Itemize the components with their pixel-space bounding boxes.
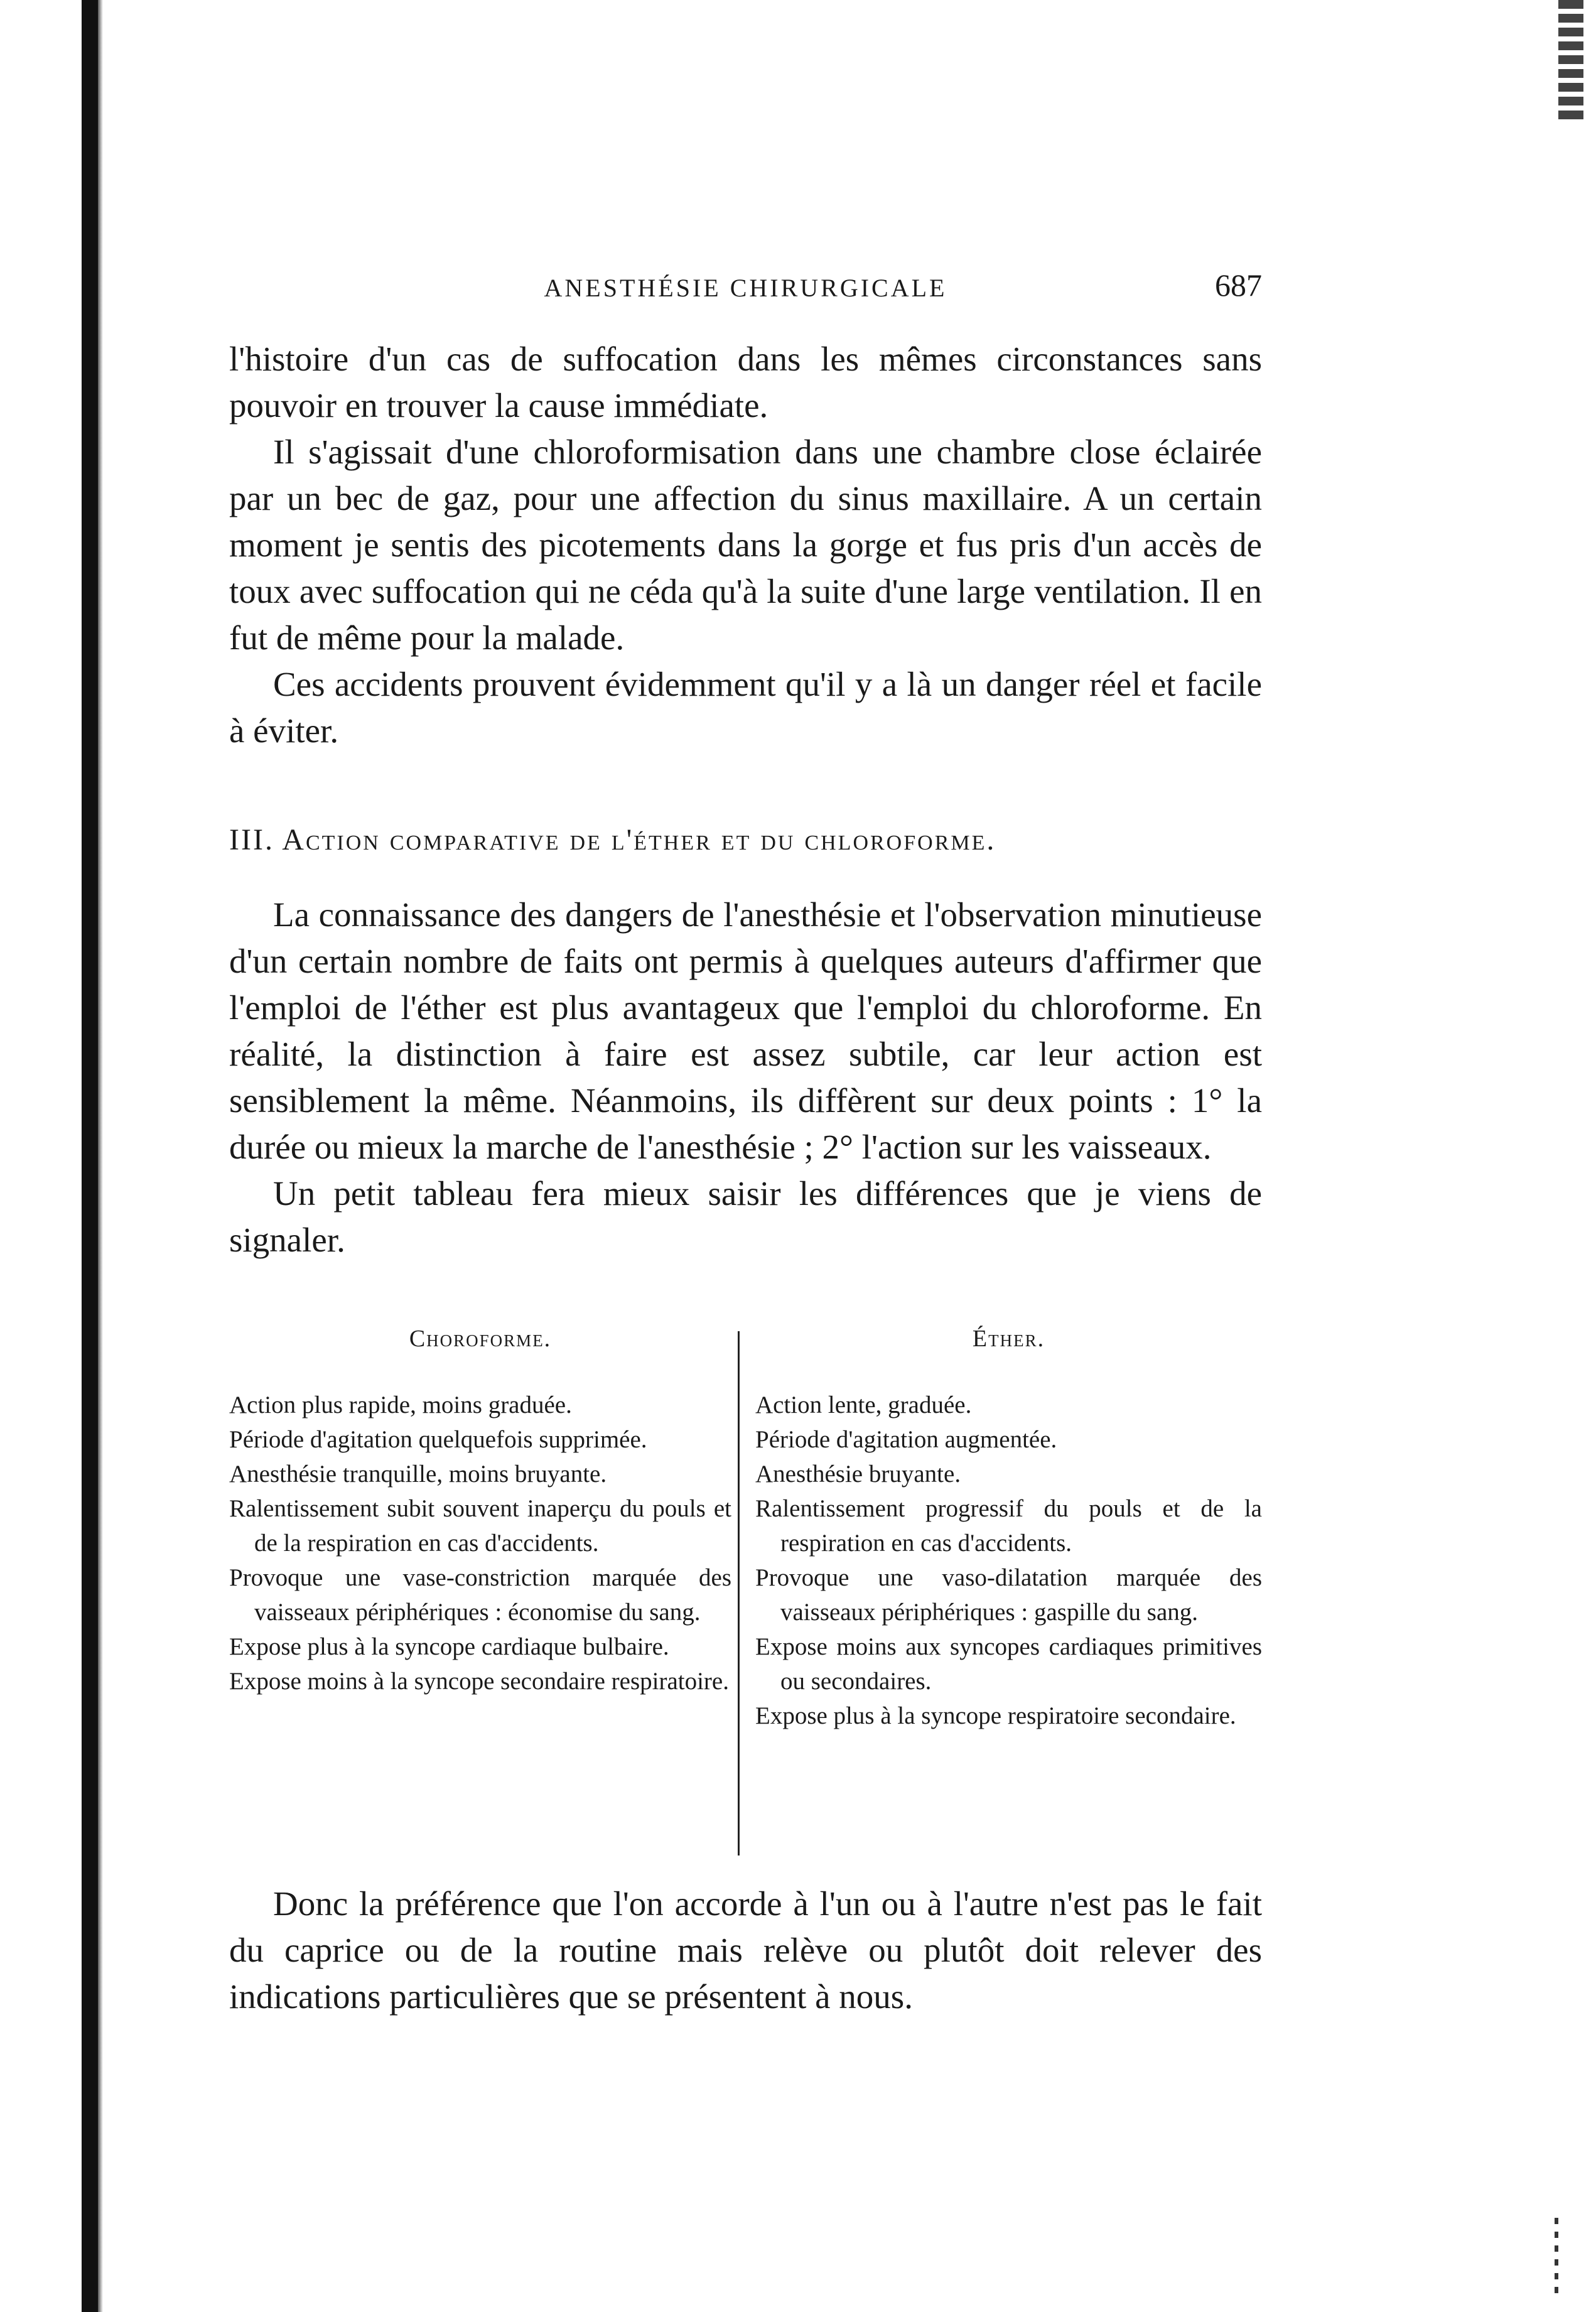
paragraph: l'histoire d'un cas de suffocation dans les mêmes circonstances sans pouvoir en trouver la cause immédiate. bbox=[229, 340, 1262, 424]
list-item: Action lente, graduée. bbox=[755, 1391, 972, 1418]
ether-column bbox=[755, 1322, 1262, 1733]
list-item: Période d'agitation augmentée. bbox=[755, 1426, 1057, 1453]
body-text-top bbox=[229, 336, 1262, 754]
running-title: ANESTHÉSIE CHIRURGICALE bbox=[544, 274, 947, 302]
page-number: 687 bbox=[1215, 267, 1262, 303]
scan-edge-mark-bottom bbox=[1555, 2218, 1558, 2299]
list-item: Ralentissement subit souvent inaperçu du pouls et de la respiration en cas d'accidents. bbox=[229, 1495, 731, 1557]
paragraph: Un petit tableau fera mieux saisir les différences que je viens de signaler. bbox=[229, 1174, 1262, 1259]
list-item: Expose plus à la syncope cardiaque bulbaire. bbox=[229, 1633, 669, 1660]
paragraph: La connaissance des dangers de l'anesthésie et l'observation minutieuse d'un certain nombre de faits ont permis à quelques auteurs d'affirmer que l'emploi de l'éther est plus avantageux que l'emploi du chloroforme. En réalité, la distinction à faire est assez subtile, car leur action est sensiblement la même. Néanmoins, ils diffèrent sur deux points : 1° la durée ou mieux la marche de l'anesthésie ; 2° l'action sur les vaisseaux. bbox=[229, 895, 1262, 1166]
running-head bbox=[229, 267, 1262, 311]
list-item: Anesthésie tranquille, moins bruyante. bbox=[229, 1461, 607, 1488]
gutter-shadow bbox=[98, 0, 103, 2312]
binding-gutter bbox=[82, 0, 98, 2312]
column-divider bbox=[738, 1331, 740, 1856]
section-heading: III. Action comparative de l'éther et du chloroforme. bbox=[229, 823, 996, 856]
closing-text bbox=[229, 1881, 1262, 2020]
comparison-table bbox=[229, 1322, 1262, 1862]
list-item: Provoque une vase-constriction marquée des vaisseaux périphériques : économise du sang. bbox=[229, 1564, 731, 1626]
list-item: Ralentissement progressif du pouls et de la respiration en cas d'accidents. bbox=[755, 1495, 1262, 1557]
list-item: Action plus rapide, moins graduée. bbox=[229, 1391, 572, 1418]
list-item: Provoque une vaso-dilatation marquée des vaisseaux périphériques : gaspille du sang. bbox=[755, 1564, 1262, 1626]
list-item: Expose moins aux syncopes cardiaques primitives ou secondaires. bbox=[755, 1633, 1262, 1695]
paragraph: Ces accidents prouvent évidemment qu'il y a là un danger réel et facile à éviter. bbox=[229, 665, 1262, 750]
chloroform-heading: Choroforme. bbox=[409, 1326, 552, 1352]
ether-heading: Éther. bbox=[972, 1326, 1045, 1352]
chloroform-column bbox=[229, 1322, 731, 1699]
body-text-middle bbox=[229, 892, 1262, 1263]
ether-list bbox=[755, 1388, 1262, 1733]
paragraph: Il s'agissait d'une chloroformisation dans une chambre close éclairée par un bec de gaz, pour une affection du sinus maxillaire. A un certain moment je sentis des picotements dans la gorge et fus pris d'un accès de toux avec suffocation qui ne céda qu'à la suite d'une large ventilation. Il en fut de même pour la malade. bbox=[229, 433, 1262, 657]
list-item: Anesthésie bruyante. bbox=[755, 1461, 961, 1488]
chloroform-list bbox=[229, 1388, 731, 1699]
list-item: Expose moins à la syncope secondaire respiratoire. bbox=[229, 1668, 729, 1695]
paragraph: Donc la préférence que l'on accorde à l'un ou à l'autre n'est pas le fait du caprice ou de la routine mais relève ou plutôt doit relever des indications particulières que se présentent à nous. bbox=[229, 1884, 1262, 2016]
scan-edge-mark bbox=[1558, 0, 1583, 119]
list-item: Période d'agitation quelquefois supprimée. bbox=[229, 1426, 647, 1453]
list-item: Expose plus à la syncope respiratoire secondaire. bbox=[755, 1702, 1236, 1729]
